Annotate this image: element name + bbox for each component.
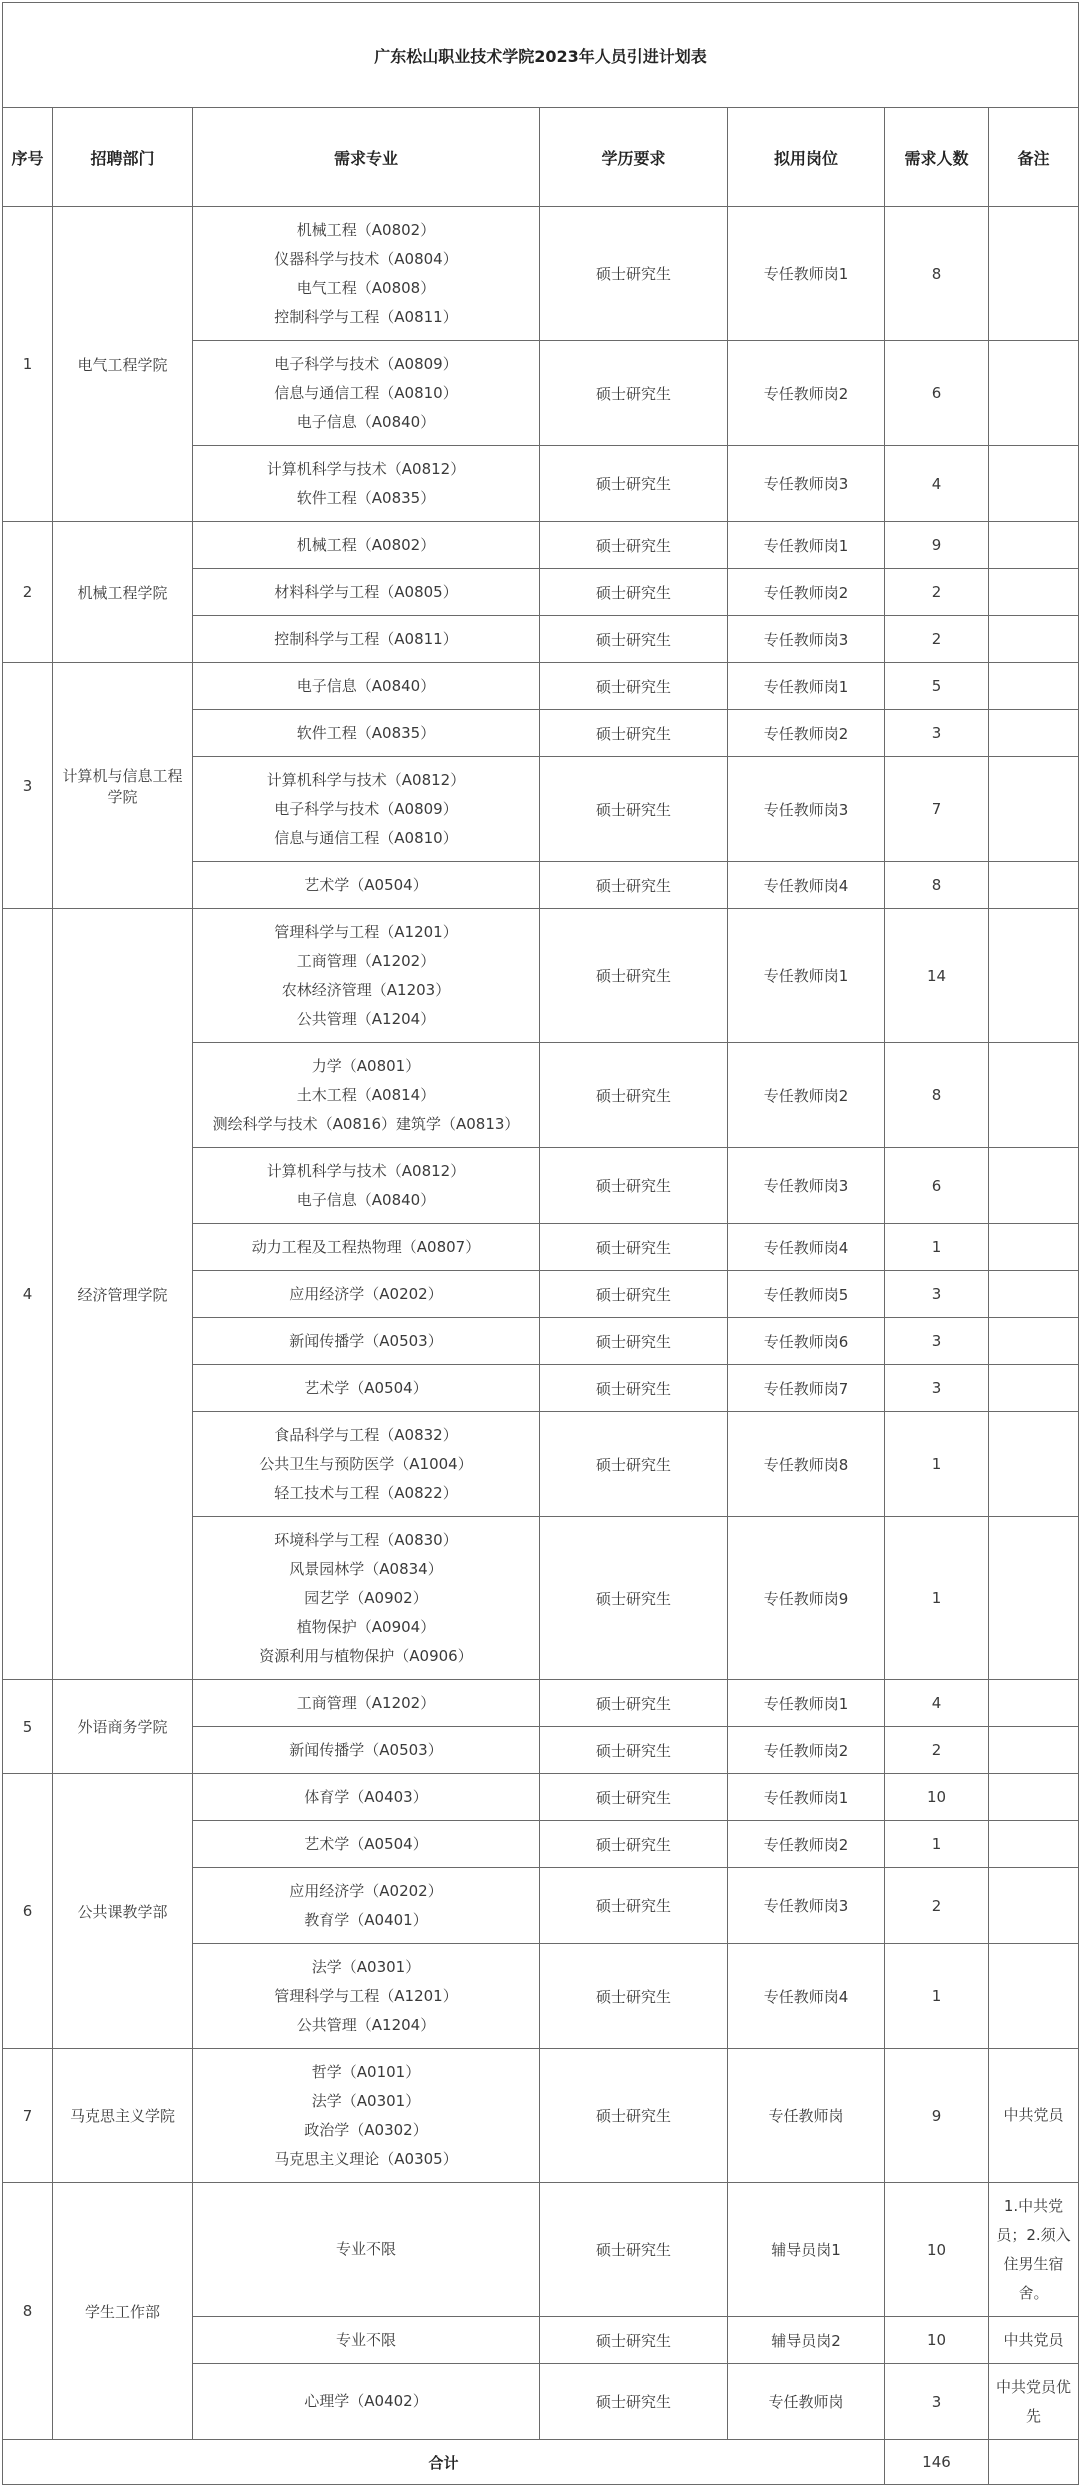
post-name: 专任教师岗3 bbox=[728, 1148, 885, 1224]
table-row bbox=[3, 522, 1079, 569]
education-requirement: 硕士研究生 bbox=[540, 446, 728, 522]
post-name: 专任教师岗3 bbox=[728, 757, 885, 862]
note bbox=[989, 757, 1079, 862]
headcount: 14 bbox=[885, 909, 989, 1043]
education-requirement: 硕士研究生 bbox=[540, 1224, 728, 1271]
post-name: 专任教师岗2 bbox=[728, 569, 885, 616]
majors-cell bbox=[193, 757, 540, 862]
department: 计算机与信息工程学院 bbox=[53, 663, 193, 909]
education-requirement: 硕士研究生 bbox=[540, 2317, 728, 2364]
headcount: 3 bbox=[885, 1271, 989, 1318]
majors-cell bbox=[193, 616, 540, 663]
headcount: 10 bbox=[885, 2317, 989, 2364]
note bbox=[989, 1517, 1079, 1680]
headcount: 2 bbox=[885, 616, 989, 663]
major-item: 控制科学与工程（A0811） bbox=[274, 307, 458, 326]
header-count: 需求人数 bbox=[885, 108, 989, 207]
major-item: 机械工程（A0802） bbox=[296, 535, 436, 554]
header-no: 序号 bbox=[3, 108, 53, 207]
headcount: 1 bbox=[885, 1224, 989, 1271]
note bbox=[989, 207, 1079, 341]
major-item: 仪器科学与技术（A0804） bbox=[274, 249, 458, 268]
major-item: 应用经济学（A0202） bbox=[289, 1881, 443, 1900]
post-name: 专任教师岗4 bbox=[728, 862, 885, 909]
major-item: 艺术学（A0504） bbox=[304, 875, 428, 894]
total-label: 合计 bbox=[3, 2440, 885, 2485]
major-item: 管理科学与工程（A1201） bbox=[274, 1986, 458, 2005]
education-requirement: 硕士研究生 bbox=[540, 1774, 728, 1821]
post-name: 专任教师岗1 bbox=[728, 1774, 885, 1821]
major-item: 风景园林学（A0834） bbox=[289, 1559, 443, 1578]
major-item: 艺术学（A0504） bbox=[304, 1378, 428, 1397]
row-number: 2 bbox=[3, 522, 53, 663]
note bbox=[989, 1043, 1079, 1148]
major-item: 艺术学（A0504） bbox=[304, 1834, 428, 1853]
post-name: 专任教师岗1 bbox=[728, 1680, 885, 1727]
department: 经济管理学院 bbox=[53, 909, 193, 1680]
major-item: 管理科学与工程（A1201） bbox=[274, 922, 458, 941]
education-requirement: 硕士研究生 bbox=[540, 2183, 728, 2317]
headcount: 10 bbox=[885, 2183, 989, 2317]
title-row bbox=[3, 3, 1079, 108]
post-name: 专任教师岗1 bbox=[728, 663, 885, 710]
majors-cell bbox=[193, 522, 540, 569]
major-item: 新闻传播学（A0503） bbox=[289, 1740, 443, 1759]
department: 马克思主义学院 bbox=[53, 2049, 193, 2183]
education-requirement: 硕士研究生 bbox=[540, 569, 728, 616]
note bbox=[989, 1821, 1079, 1868]
header-post: 拟用岗位 bbox=[728, 108, 885, 207]
total-note bbox=[989, 2440, 1079, 2485]
note bbox=[989, 862, 1079, 909]
majors-cell bbox=[193, 1727, 540, 1774]
education-requirement: 硕士研究生 bbox=[540, 1944, 728, 2049]
major-item: 软件工程（A0835） bbox=[296, 723, 436, 742]
note bbox=[989, 1727, 1079, 1774]
note bbox=[989, 341, 1079, 446]
note bbox=[989, 1318, 1079, 1365]
row-number: 7 bbox=[3, 2049, 53, 2183]
majors-cell bbox=[193, 710, 540, 757]
major-item: 新闻传播学（A0503） bbox=[289, 1331, 443, 1350]
major-item: 控制科学与工程（A0811） bbox=[274, 629, 458, 648]
major-item: 食品科学与工程（A0832） bbox=[274, 1425, 458, 1444]
note bbox=[989, 710, 1079, 757]
table-title: 广东松山职业技术学院2023年人员引进计划表 bbox=[3, 3, 1079, 108]
department: 外语商务学院 bbox=[53, 1680, 193, 1774]
majors-cell bbox=[193, 1517, 540, 1680]
post-name: 专任教师岗3 bbox=[728, 616, 885, 663]
education-requirement: 硕士研究生 bbox=[540, 1365, 728, 1412]
post-name: 专任教师岗2 bbox=[728, 1821, 885, 1868]
table-row bbox=[3, 2183, 1079, 2317]
row-number: 6 bbox=[3, 1774, 53, 2049]
table-row bbox=[3, 207, 1079, 341]
note bbox=[989, 522, 1079, 569]
total-count: 146 bbox=[885, 2440, 989, 2485]
note bbox=[989, 1412, 1079, 1517]
major-item: 植物保护（A0904） bbox=[296, 1617, 436, 1636]
post-name: 专任教师岗4 bbox=[728, 1224, 885, 1271]
major-item: 电气工程（A0808） bbox=[296, 278, 436, 297]
note: 1.中共党员；2.须入住男生宿舍。 bbox=[989, 2183, 1079, 2317]
major-item: 哲学（A0101） bbox=[311, 2062, 421, 2081]
headcount: 5 bbox=[885, 663, 989, 710]
note bbox=[989, 616, 1079, 663]
education-requirement: 硕士研究生 bbox=[540, 1318, 728, 1365]
note: 中共党员 bbox=[989, 2317, 1079, 2364]
post-name: 专任教师岗3 bbox=[728, 1868, 885, 1944]
headcount: 1 bbox=[885, 1517, 989, 1680]
majors-cell bbox=[193, 341, 540, 446]
education-requirement: 硕士研究生 bbox=[540, 909, 728, 1043]
department: 学生工作部 bbox=[53, 2183, 193, 2440]
post-name: 专任教师岗6 bbox=[728, 1318, 885, 1365]
table-row bbox=[3, 1774, 1079, 1821]
education-requirement: 硕士研究生 bbox=[540, 1680, 728, 1727]
education-requirement: 硕士研究生 bbox=[540, 1517, 728, 1680]
major-item: 专业不限 bbox=[335, 2240, 396, 2258]
post-name: 专任教师岗5 bbox=[728, 1271, 885, 1318]
note bbox=[989, 446, 1079, 522]
post-name: 专任教师岗8 bbox=[728, 1412, 885, 1517]
majors-cell bbox=[193, 909, 540, 1043]
note bbox=[989, 1680, 1079, 1727]
major-item: 公共管理（A1204） bbox=[296, 1009, 436, 1028]
education-requirement: 硕士研究生 bbox=[540, 616, 728, 663]
note bbox=[989, 1365, 1079, 1412]
department: 机械工程学院 bbox=[53, 522, 193, 663]
education-requirement: 硕士研究生 bbox=[540, 1043, 728, 1148]
post-name: 专任教师岗1 bbox=[728, 207, 885, 341]
major-item: 应用经济学（A0202） bbox=[289, 1284, 443, 1303]
note bbox=[989, 909, 1079, 1043]
major-item: 体育学（A0403） bbox=[304, 1787, 428, 1806]
majors-cell bbox=[193, 2183, 540, 2317]
majors-cell bbox=[193, 1148, 540, 1224]
post-name: 专任教师岗2 bbox=[728, 1727, 885, 1774]
major-item: 公共管理（A1204） bbox=[296, 2015, 436, 2034]
major-item: 资源利用与植物保护（A0906） bbox=[259, 1646, 473, 1665]
majors-cell bbox=[193, 1868, 540, 1944]
majors-cell bbox=[193, 2049, 540, 2183]
table-row bbox=[3, 909, 1079, 1043]
note bbox=[989, 1868, 1079, 1944]
headcount: 4 bbox=[885, 1680, 989, 1727]
table-row bbox=[3, 1680, 1079, 1727]
headcount: 6 bbox=[885, 1148, 989, 1224]
education-requirement: 硕士研究生 bbox=[540, 2364, 728, 2440]
majors-cell bbox=[193, 1944, 540, 2049]
department: 公共课教学部 bbox=[53, 1774, 193, 2049]
post-name: 辅导员岗2 bbox=[728, 2317, 885, 2364]
education-requirement: 硕士研究生 bbox=[540, 2049, 728, 2183]
header-major: 需求专业 bbox=[193, 108, 540, 207]
note bbox=[989, 1271, 1079, 1318]
post-name: 辅导员岗1 bbox=[728, 2183, 885, 2317]
headcount: 9 bbox=[885, 522, 989, 569]
majors-cell bbox=[193, 1224, 540, 1271]
major-item: 政治学（A0302） bbox=[304, 2120, 428, 2139]
headcount: 1 bbox=[885, 1412, 989, 1517]
headcount: 1 bbox=[885, 1821, 989, 1868]
majors-cell bbox=[193, 1043, 540, 1148]
post-name: 专任教师岗 bbox=[728, 2049, 885, 2183]
majors-cell bbox=[193, 2317, 540, 2364]
majors-cell bbox=[193, 1271, 540, 1318]
row-number: 3 bbox=[3, 663, 53, 909]
major-item: 计算机科学与技术（A0812） bbox=[266, 1161, 466, 1180]
major-item: 环境科学与工程（A0830） bbox=[274, 1530, 458, 1549]
majors-cell bbox=[193, 1365, 540, 1412]
headcount: 10 bbox=[885, 1774, 989, 1821]
major-item: 教育学（A0401） bbox=[304, 1910, 428, 1929]
row-number: 4 bbox=[3, 909, 53, 1680]
major-item: 测绘科学与技术（A0816）建筑学（A0813） bbox=[212, 1114, 520, 1133]
post-name: 专任教师岗7 bbox=[728, 1365, 885, 1412]
headcount: 6 bbox=[885, 341, 989, 446]
post-name: 专任教师岗9 bbox=[728, 1517, 885, 1680]
education-requirement: 硕士研究生 bbox=[540, 1271, 728, 1318]
education-requirement: 硕士研究生 bbox=[540, 1821, 728, 1868]
majors-cell bbox=[193, 446, 540, 522]
headcount: 8 bbox=[885, 1043, 989, 1148]
major-item: 心理学（A0402） bbox=[304, 2392, 428, 2410]
post-name: 专任教师岗4 bbox=[728, 1944, 885, 2049]
headcount: 2 bbox=[885, 1868, 989, 1944]
note bbox=[989, 1774, 1079, 1821]
major-item: 马克思主义理论（A0305） bbox=[274, 2149, 458, 2168]
majors-cell bbox=[193, 1412, 540, 1517]
education-requirement: 硕士研究生 bbox=[540, 862, 728, 909]
row-number: 5 bbox=[3, 1680, 53, 1774]
post-name: 专任教师岗1 bbox=[728, 522, 885, 569]
recruitment-plan-table bbox=[2, 2, 1079, 2485]
headcount: 8 bbox=[885, 207, 989, 341]
note bbox=[989, 1148, 1079, 1224]
headcount: 1 bbox=[885, 1944, 989, 2049]
majors-cell bbox=[193, 663, 540, 710]
major-item: 专业不限 bbox=[335, 2330, 396, 2349]
header-row bbox=[3, 108, 1079, 207]
education-requirement: 硕士研究生 bbox=[540, 207, 728, 341]
major-item: 法学（A0301） bbox=[311, 2091, 421, 2110]
note: 中共党员 bbox=[989, 2049, 1079, 2183]
header-dept: 招聘部门 bbox=[53, 108, 193, 207]
post-name: 专任教师岗3 bbox=[728, 446, 885, 522]
major-item: 法学（A0301） bbox=[311, 1957, 421, 1976]
major-item: 电子信息（A0840） bbox=[296, 676, 436, 695]
header-education: 学历要求 bbox=[540, 108, 728, 207]
header-note: 备注 bbox=[989, 108, 1079, 207]
major-item: 软件工程（A0835） bbox=[296, 488, 436, 507]
majors-cell bbox=[193, 207, 540, 341]
major-item: 工商管理（A1202） bbox=[296, 1693, 436, 1712]
table-row bbox=[3, 2049, 1079, 2183]
major-item: 公共卫生与预防医学（A1004） bbox=[259, 1454, 473, 1473]
education-requirement: 硕士研究生 bbox=[540, 1412, 728, 1517]
major-item: 计算机科学与技术（A0812） bbox=[266, 459, 466, 478]
major-item: 动力工程及工程热物理（A0807） bbox=[251, 1237, 481, 1256]
major-item: 电子科学与技术（A0809） bbox=[274, 354, 458, 373]
headcount: 8 bbox=[885, 862, 989, 909]
department: 电气工程学院 bbox=[53, 207, 193, 522]
headcount: 4 bbox=[885, 446, 989, 522]
major-item: 信息与通信工程（A0810） bbox=[274, 828, 458, 847]
headcount: 3 bbox=[885, 1318, 989, 1365]
note: 中共党员优先 bbox=[989, 2364, 1079, 2440]
education-requirement: 硕士研究生 bbox=[540, 1148, 728, 1224]
post-name: 专任教师岗2 bbox=[728, 710, 885, 757]
note bbox=[989, 569, 1079, 616]
education-requirement: 硕士研究生 bbox=[540, 1727, 728, 1774]
majors-cell bbox=[193, 1821, 540, 1868]
headcount: 7 bbox=[885, 757, 989, 862]
headcount: 9 bbox=[885, 2049, 989, 2183]
major-item: 电子科学与技术（A0809） bbox=[274, 799, 458, 818]
education-requirement: 硕士研究生 bbox=[540, 1868, 728, 1944]
major-item: 电子信息（A0840） bbox=[296, 1190, 436, 1209]
major-item: 工商管理（A1202） bbox=[296, 951, 436, 970]
table-row bbox=[3, 663, 1079, 710]
post-name: 专任教师岗2 bbox=[728, 1043, 885, 1148]
headcount: 3 bbox=[885, 710, 989, 757]
major-item: 力学（A0801） bbox=[311, 1056, 421, 1075]
major-item: 土木工程（A0814） bbox=[296, 1085, 436, 1104]
headcount: 3 bbox=[885, 2364, 989, 2440]
education-requirement: 硕士研究生 bbox=[540, 663, 728, 710]
major-item: 园艺学（A0902） bbox=[304, 1588, 428, 1607]
major-item: 计算机科学与技术（A0812） bbox=[266, 770, 466, 789]
major-item: 农林经济管理（A1203） bbox=[281, 980, 451, 999]
row-number: 1 bbox=[3, 207, 53, 522]
majors-cell bbox=[193, 1680, 540, 1727]
post-name: 专任教师岗 bbox=[728, 2364, 885, 2440]
headcount: 2 bbox=[885, 569, 989, 616]
major-item: 信息与通信工程（A0810） bbox=[274, 383, 458, 402]
education-requirement: 硕士研究生 bbox=[540, 341, 728, 446]
education-requirement: 硕士研究生 bbox=[540, 522, 728, 569]
majors-cell bbox=[193, 862, 540, 909]
major-item: 电子信息（A0840） bbox=[296, 412, 436, 431]
major-item: 机械工程（A0802） bbox=[296, 220, 436, 239]
headcount: 2 bbox=[885, 1727, 989, 1774]
education-requirement: 硕士研究生 bbox=[540, 710, 728, 757]
major-item: 材料科学与工程（A0805） bbox=[274, 582, 458, 601]
majors-cell bbox=[193, 2364, 540, 2440]
note bbox=[989, 1944, 1079, 2049]
post-name: 专任教师岗1 bbox=[728, 909, 885, 1043]
headcount: 3 bbox=[885, 1365, 989, 1412]
row-number: 8 bbox=[3, 2183, 53, 2440]
note bbox=[989, 1224, 1079, 1271]
majors-cell bbox=[193, 1774, 540, 1821]
education-requirement: 硕士研究生 bbox=[540, 757, 728, 862]
major-item: 轻工技术与工程（A0822） bbox=[274, 1483, 458, 1502]
majors-cell bbox=[193, 569, 540, 616]
majors-cell bbox=[193, 1318, 540, 1365]
post-name: 专任教师岗2 bbox=[728, 341, 885, 446]
total-row bbox=[3, 2440, 1079, 2485]
note bbox=[989, 663, 1079, 710]
